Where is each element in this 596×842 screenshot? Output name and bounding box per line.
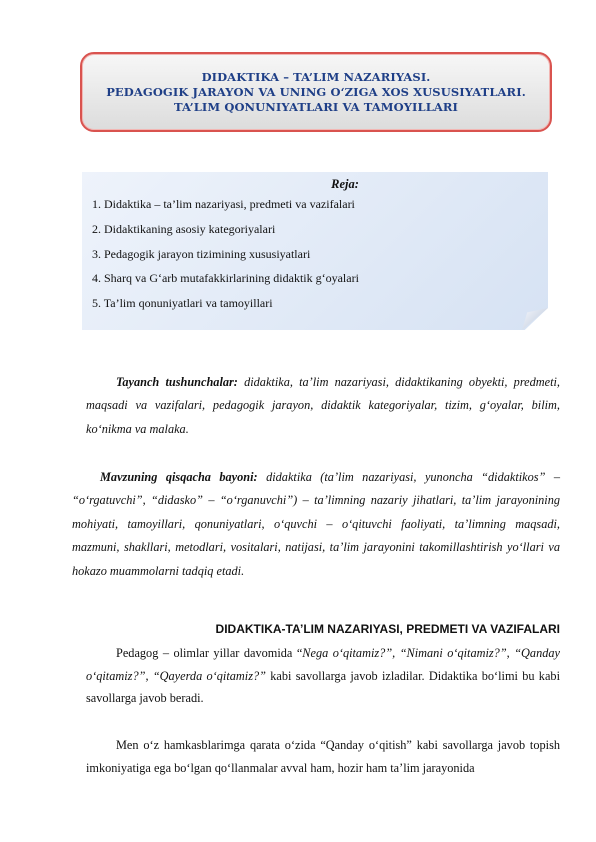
section-paragraph-2: Men o‘z hamkasblarimga qarata o‘zida “Qanday o‘qitish” kabi savollarga javob topish imkoniyatiga ega bo‘lgan qo‘llanmalar avval ham, hozir ham ta’lim jarayonida (86, 738, 560, 775)
title-banner (80, 52, 552, 132)
summary-label: Mavzuning qisqacha bayoni: (100, 470, 258, 484)
key-concepts-text: didaktika, ta’lim nazariyasi, didaktikaning obyekti, predmeti, maqsadi va vazifalari, pedagogik jarayon, didaktik kategoriyalar, tizim, g‘oyalar, bilim, ko‘nikma va malaka. (86, 375, 561, 436)
banner-line-1: DIDAKTIKA – TA’LIM NAZARIYASI. (201, 69, 431, 84)
p1-end: kabi savollarga javob izladilar. Didaktika bo‘limi bu kabi savollarga javob beradi. (86, 668, 560, 706)
summary-paragraph (72, 466, 560, 583)
plan-item: 1. Didaktika – ta’lim nazariyasi, predmeti va vazifalari (92, 197, 355, 211)
key-concepts-paragraph (86, 371, 560, 441)
plan-item: 3. Pedagogik jarayon tizimining xususiyatlari (92, 246, 311, 261)
plan-item: 4. Sharq va G‘arb mutafakkirlarining didaktik g‘oyalari (92, 271, 359, 286)
plan-list (92, 192, 359, 316)
section-paragraph-1 (86, 642, 560, 710)
plan-item: 2. Didaktikaning asosiy kategoriyalari (92, 221, 276, 236)
key-concepts-label: Tayanch tushunchalar: (116, 375, 238, 389)
p1-questions: Nega o‘qitamiz?”, “Nimani o‘qitamiz?”, “Qanday o‘qitamiz?”, “Qayerda o‘qitamiz?” (86, 646, 560, 683)
section-heading: DIDAKTIKA-TA’LIM NAZARIYASI, PREDMETI VA VAZIFALARI (215, 622, 560, 636)
banner-line-2: PEDAGOGIK JARAYON VA UNING O‘ZIGA XOS XUSUSIYATLARI. (106, 84, 526, 99)
banner-line-3: TA’LIM QONUNIYATLARI VA TAMOYILLARI (173, 99, 459, 114)
plan-title: Reja: (331, 177, 359, 191)
summary-text: didaktika (ta’lim nazariyasi, yunoncha “didaktikos” – “o‘rgatuvchi”, “didasko” – “o‘rganuvchi”) – ta’limning nazariy jihatlari, ta’lim jarayonining mohiyati, tamoyillari, qonuniyatlari, o‘quvchi – o‘qituvchi faoliyati, ta’limning maqsadi, mazmuni, shakllari, metodlari, vositalari, natijasi, ta’lim jarayonini takomillashtirish yo‘llari va hokazo muammolarni tadqiq etadi. (72, 470, 560, 578)
plan-item: 5. Ta’lim qonuniyatlari va tamoyillari (92, 296, 273, 311)
p1-start: Pedagog – olimlar yillar davomida “ (116, 646, 303, 660)
